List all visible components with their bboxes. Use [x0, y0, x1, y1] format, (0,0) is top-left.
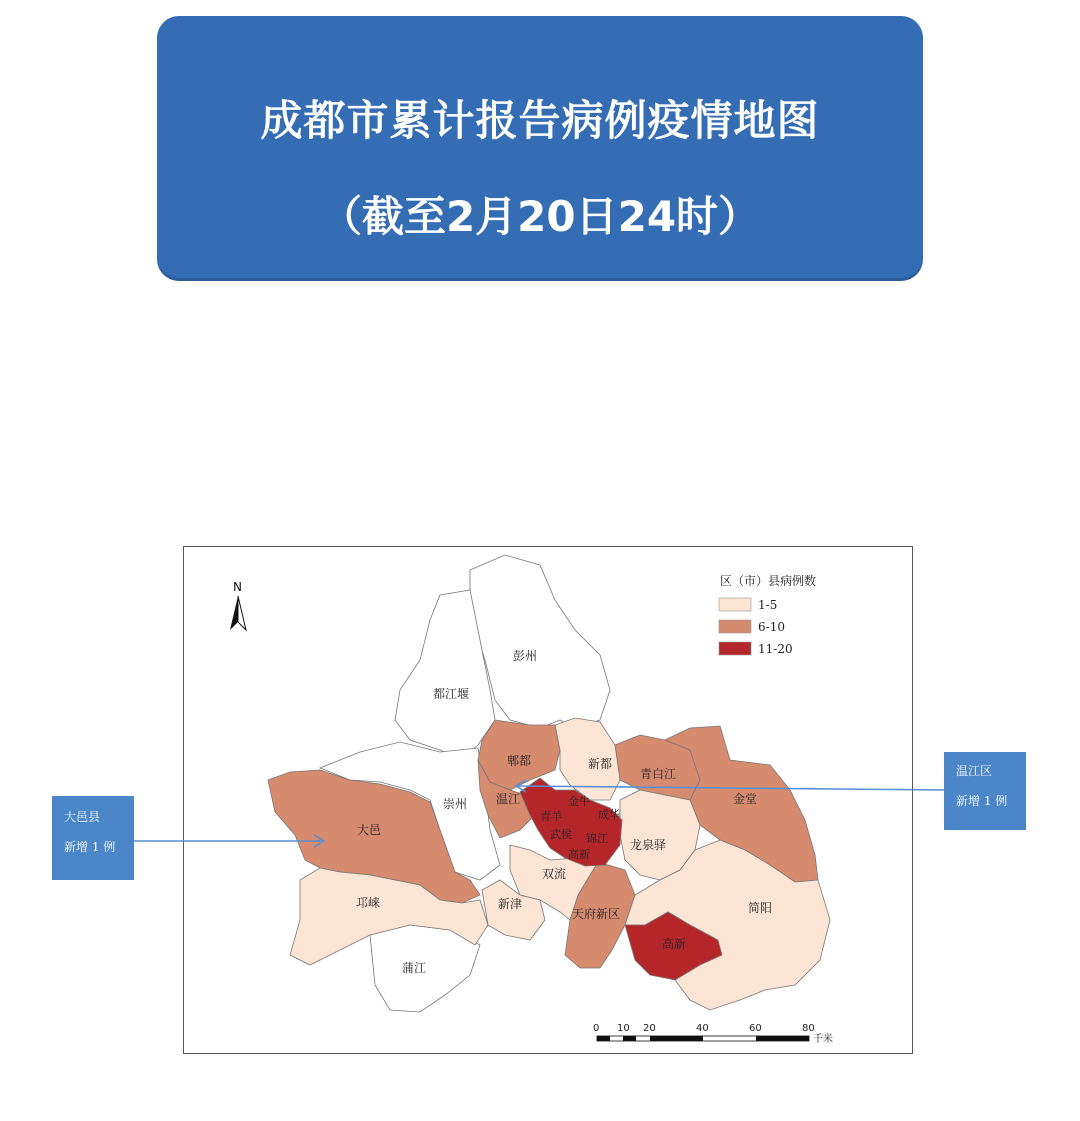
label-gaoxin-east: 高新	[662, 937, 687, 951]
page-title: 成都市累计报告病例疫情地图	[260, 96, 820, 145]
legend-label-6-10: 6-10	[758, 620, 785, 634]
legend-swatch-1-5	[719, 598, 751, 611]
callout-dayi	[52, 796, 134, 880]
scale-tick-0: 0	[593, 1023, 600, 1034]
label-chenghua: 成华	[598, 808, 620, 821]
label-tianfu: 天府新区	[572, 907, 621, 921]
label-xinjin: 新津	[498, 897, 523, 911]
label-jintang: 金堂	[733, 792, 758, 806]
label-xindu: 新都	[588, 757, 613, 771]
scale-tick-60: 60	[749, 1023, 762, 1034]
label-gaoxin-core: 高新	[568, 848, 590, 861]
label-jinniu: 金牛	[568, 795, 590, 808]
legend-label-11-20: 11-20	[758, 642, 793, 656]
legend-label-1-5: 1-5	[758, 598, 778, 612]
scale-tick-80: 80	[802, 1023, 815, 1034]
callout-wenjiang	[944, 752, 1026, 830]
legend	[719, 573, 816, 656]
label-qingbaijiang: 青白江	[640, 767, 677, 781]
label-qingyang: 青羊	[540, 810, 562, 823]
label-longquanyi: 龙泉驿	[630, 838, 667, 852]
scale-tick-10: 10	[617, 1023, 630, 1034]
label-pidu: 郫都	[507, 754, 532, 768]
callout-dayi-title: 大邑县	[64, 810, 101, 824]
north-arrow-icon	[230, 580, 246, 630]
legend-swatch-6-10	[719, 620, 751, 633]
scale-unit: 千米	[813, 1034, 833, 1045]
page-subtitle-date: （截至2月20日24时）	[319, 192, 761, 241]
svg-text:N: N	[233, 580, 242, 594]
scale-tick-40: 40	[696, 1023, 709, 1034]
label-qionglai: 邛崃	[356, 896, 381, 910]
label-dayi: 大邑	[357, 823, 382, 837]
label-wuhou: 武侯	[550, 828, 572, 841]
scale-tick-20: 20	[643, 1023, 656, 1034]
label-pujiang: 蒲江	[402, 961, 427, 975]
label-chongzhou: 崇州	[443, 797, 468, 811]
label-shuangliu: 双流	[542, 867, 567, 881]
callout-dayi-new-cases: 新增 1 例	[64, 840, 116, 854]
callout-wenjiang-new-cases: 新增 1 例	[956, 794, 1008, 808]
label-pengzhou: 彭州	[513, 649, 538, 663]
label-wenjiang: 温江	[496, 792, 521, 806]
label-jianyang: 简阳	[748, 901, 773, 915]
scale-bar	[593, 1023, 833, 1045]
callout-wenjiang-title: 温江区	[956, 764, 993, 778]
label-dujiangyan: 都江堰	[433, 687, 470, 701]
legend-swatch-11-20	[719, 642, 751, 655]
label-jinjiang: 锦江	[586, 832, 608, 845]
legend-title: 区（市）县病例数	[720, 574, 817, 588]
